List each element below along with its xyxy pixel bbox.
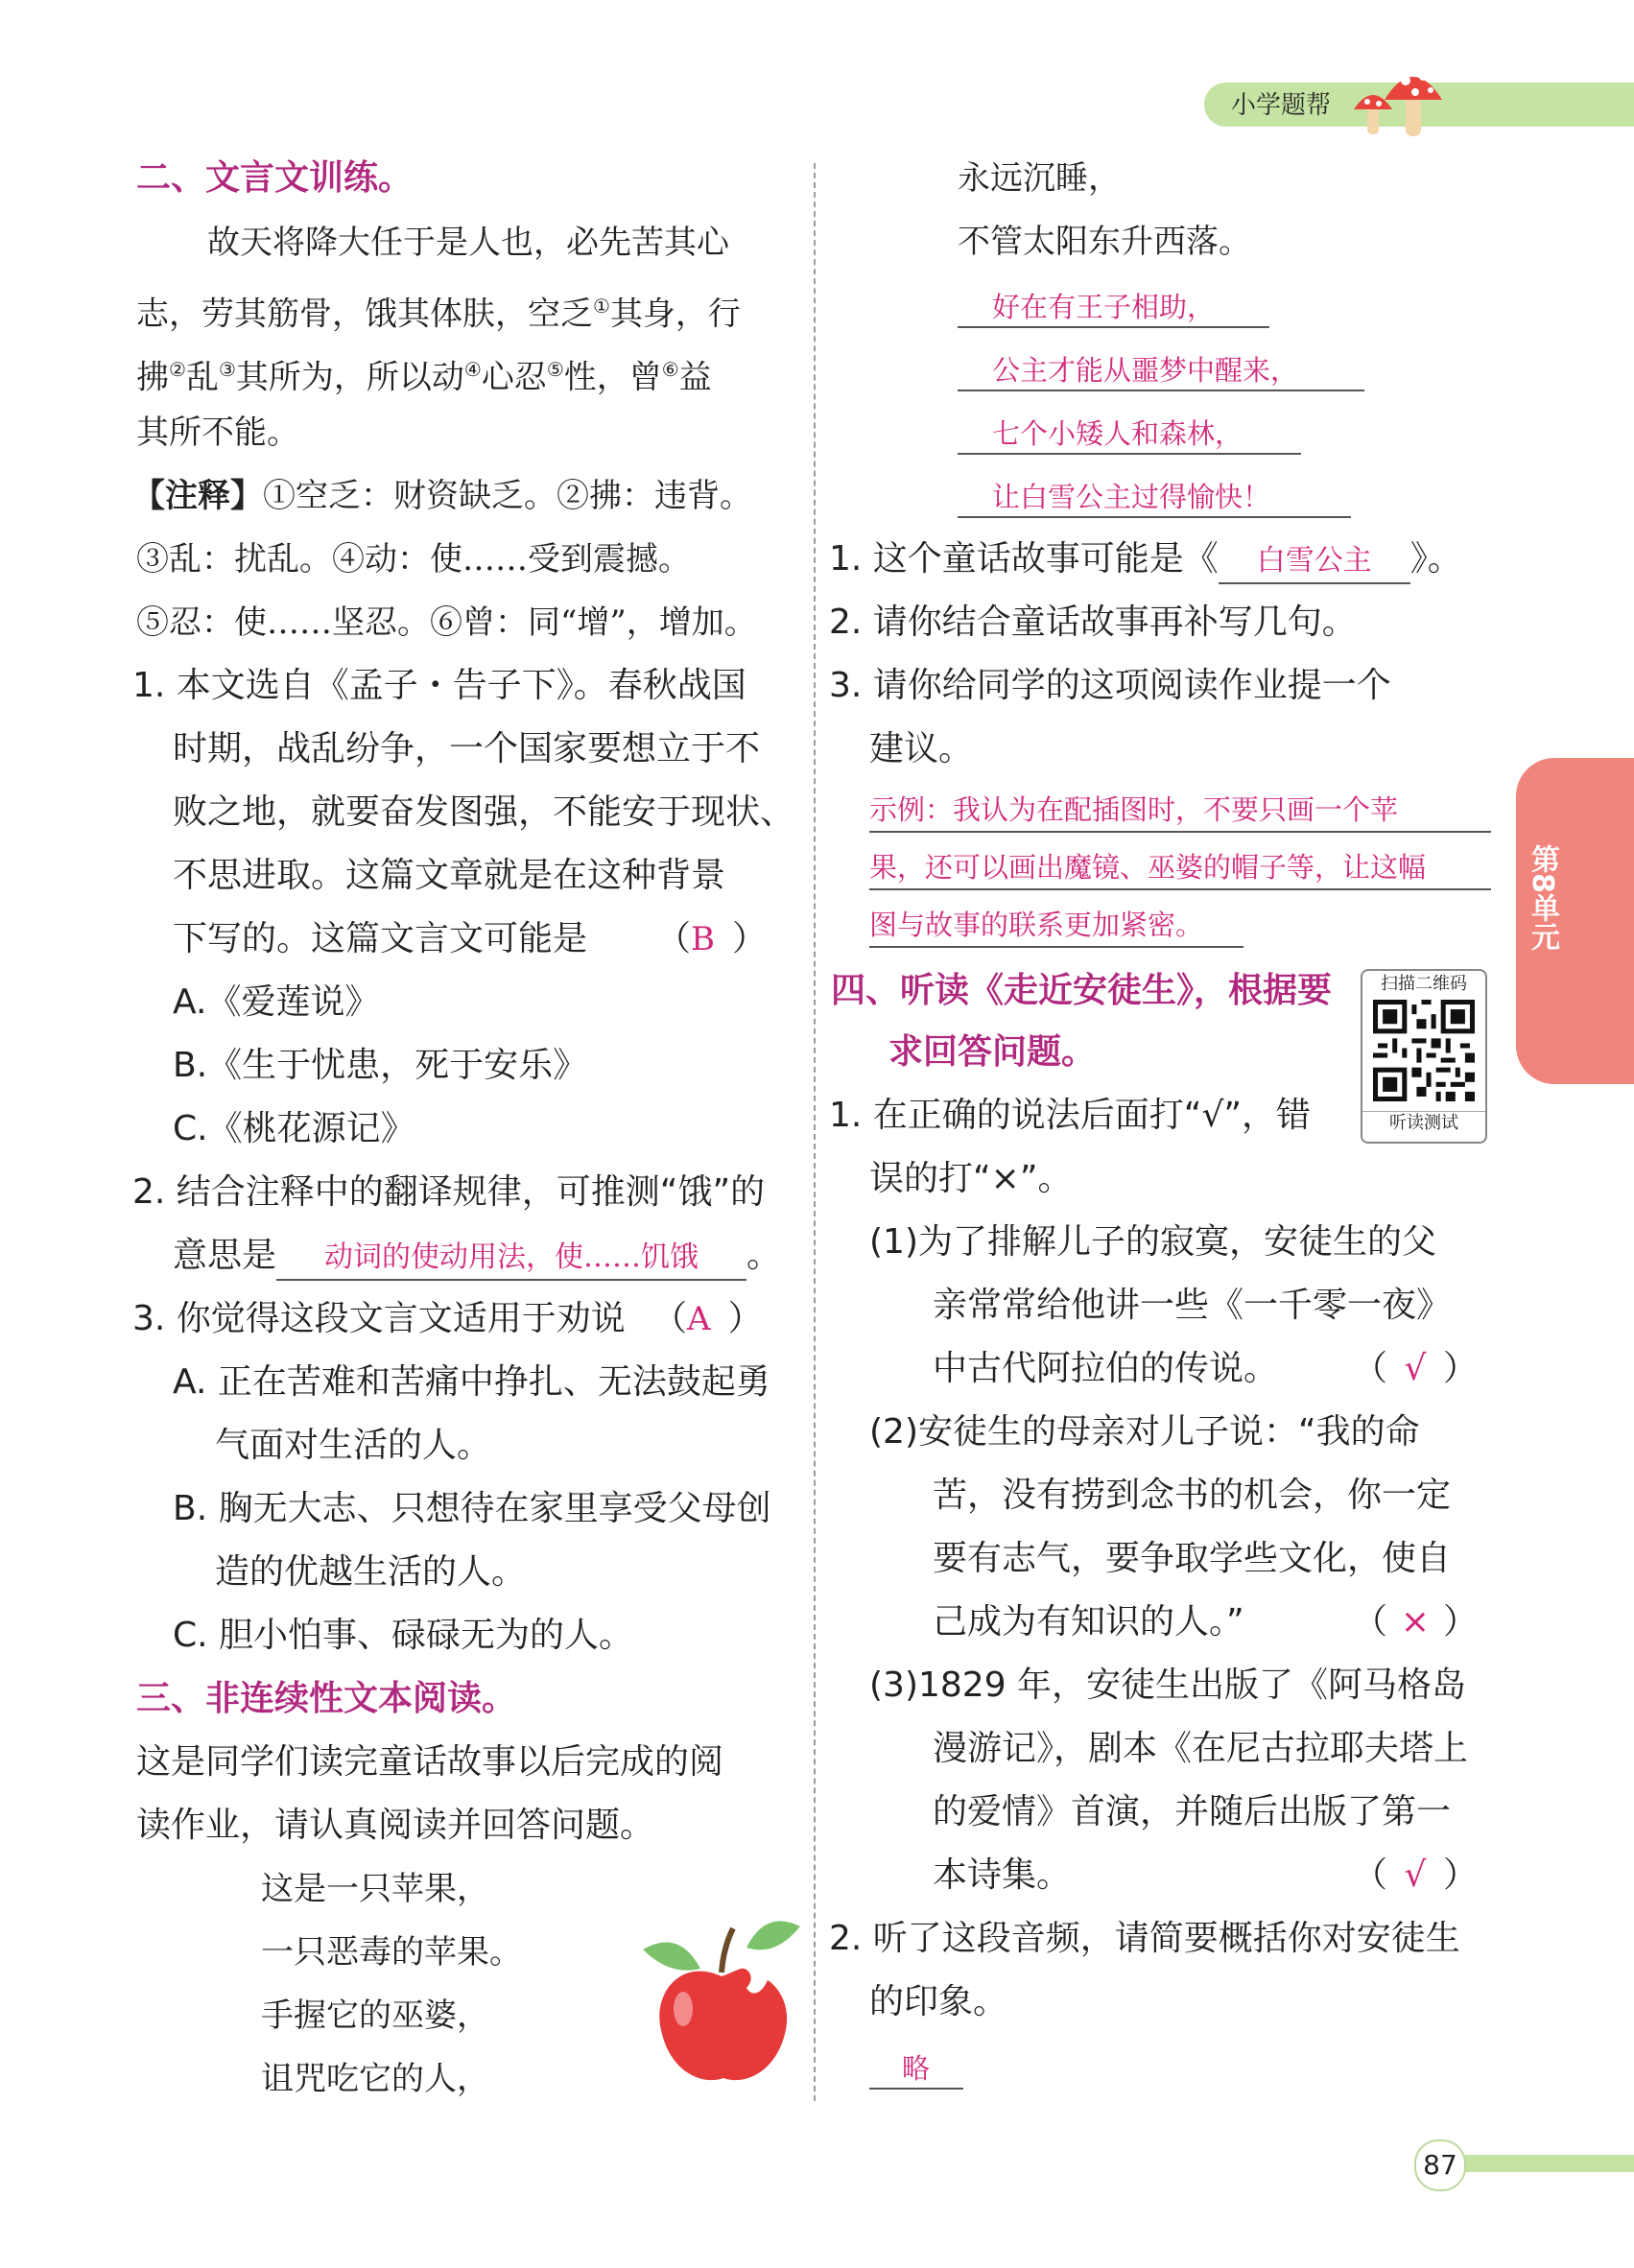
poem-answer-4: 让白雪公主过得愉快！ — [992, 481, 1271, 513]
q1-answer-paren: （B ） — [656, 919, 768, 958]
qr-label-bottom: 听读测试 — [1362, 1111, 1485, 1135]
passage-line-3: 拂②乱③其所为，所以动④心忍⑤性，曾⑥益 — [136, 358, 712, 397]
q1-line-1: 1. 本文选自《孟子・告子下》。春秋战国 — [132, 666, 746, 705]
q3-option-b-1: B. 胸无大志、只想待在家里享受父母创 — [173, 1489, 771, 1528]
poem-answer-3: 七个小矮人和森林， — [992, 417, 1243, 450]
page-number: 87 — [1423, 2149, 1457, 2181]
q3-answer-paren: （A ） — [652, 1299, 763, 1338]
s4-item-2-line-3: 要有志气，要争取学些文化，使自 — [933, 1539, 1452, 1578]
q1-line-2: 时期，战乱纷争，一个国家要想立于不 — [173, 729, 761, 768]
q1-option-a: A.《爱莲说》 — [173, 982, 380, 1022]
r-q3-line-2: 建议。 — [869, 729, 974, 768]
passage-line-2: 志，劳其筋骨，饿其体肤，空乏①其身，行 — [136, 295, 741, 334]
s4-item-2-line-1: (2)安徒生的母亲对儿子说：“我的命 — [869, 1412, 1420, 1452]
s4-item-1-line-3: 中古代阿拉伯的传说。 — [933, 1349, 1279, 1388]
s4-item-3-line-1: (3)1829 年，安徒生出版了《阿马格岛 — [869, 1666, 1467, 1705]
passage-line-4: 其所不能。 — [136, 413, 299, 452]
s4-item-3-line-4: 本诗集。 — [933, 1855, 1072, 1895]
answer-line — [869, 2088, 963, 2090]
r-q3-answer-2: 果，还可以画出魔镜、巫婆的帽子等，让这幅 — [869, 851, 1427, 884]
s4-item-1-mark: （ √ ） — [1353, 1337, 1478, 1401]
s4-q1-line-1: 1. 在正确的说法后面打“√”，错 — [829, 1096, 1312, 1135]
r-q1-answer: 白雪公主 — [1219, 540, 1410, 584]
section-3-intro-1: 这是同学们读完童话故事以后完成的阅 — [136, 1742, 724, 1782]
poem-line-2: 一只恶毒的苹果。 — [261, 1933, 522, 1972]
answer-line — [869, 831, 1491, 833]
answer-line — [958, 453, 1301, 455]
poem-line-3: 手握它的巫婆， — [261, 1996, 489, 2035]
notes-line-1: 【注释】①空乏：财资缺乏。②拂：违背。 — [132, 477, 752, 515]
poem-line-4: 诅咒吃它的人， — [261, 2060, 489, 2098]
q2-answer: 动词的使动用法，使……饥饿 — [276, 1237, 746, 1281]
q3-option-a-2: 气面对生活的人。 — [215, 1426, 492, 1465]
poem-line-1: 这是一只苹果， — [261, 1870, 489, 1908]
section-3-title: 三、非连续性文本阅读。 — [136, 1679, 517, 1718]
answer-line — [958, 516, 1351, 518]
q1-answer: B — [691, 920, 716, 958]
brand-label: 小学题帮 — [1231, 91, 1332, 120]
r-q3-line-1: 3. 请你给同学的这项阅读作业提一个 — [829, 666, 1391, 705]
poem-answer-1: 好在有王子相助， — [992, 291, 1216, 323]
passage-line-1: 故天将降大任于是人也，必先苦其心 — [207, 224, 729, 262]
poem-answer-2: 公主才能从噩梦中醒来， — [992, 354, 1299, 387]
q3-option-a-1: A. 正在苦难和苦痛中挣扎、无法鼓起勇 — [173, 1362, 770, 1402]
section-4-title-1: 四、听读《走近安徒生》，根据要 — [831, 971, 1333, 1010]
s4-item-3-mark: （ √ ） — [1353, 1844, 1478, 1907]
q1-option-b: B.《生于忧患，死于安乐》 — [173, 1046, 588, 1085]
section-3-intro-2: 读作业，请认真阅读并回答问题。 — [136, 1806, 655, 1845]
s4-q1-line-2: 误的打“×”。 — [869, 1159, 1073, 1198]
answer-line — [958, 390, 1364, 391]
qr-code-icon — [1373, 1000, 1475, 1101]
s4-q2-line-1: 2. 听了这段音频，请简要概括你对安徒生 — [829, 1919, 1460, 1958]
s4-q2-answer: 略 — [902, 2052, 931, 2085]
poem-line-5: 永远沉睡， — [958, 159, 1121, 198]
s4-item-1-line-1: (1)为了排解儿子的寂寞，安徒生的父 — [869, 1222, 1436, 1262]
unit-side-tab-label: 第8单元 — [1526, 844, 1559, 951]
answer-line — [958, 326, 1269, 328]
s4-q2-line-2: 的印象。 — [869, 1982, 1008, 2021]
q1-option-c: C.《桃花源记》 — [173, 1109, 415, 1148]
apple-icon — [641, 1909, 804, 2091]
q3-option-c: C. 胆小怕事、碌碌无为的人。 — [173, 1616, 634, 1655]
q2-line-1: 2. 结合注释中的翻译规律，可推测“饿”的 — [132, 1172, 766, 1212]
s4-item-3-line-3: 的爱情》首演，并随后出版了第一 — [933, 1792, 1452, 1831]
item-3-answer: √ — [1404, 1855, 1427, 1895]
qr-label-top: 扫描二维码 — [1381, 974, 1467, 994]
s4-item-2-line-2: 苦，没有捞到念书的机会，你一定 — [933, 1476, 1452, 1515]
footer-bar — [1449, 2155, 1634, 2172]
column-divider — [814, 163, 816, 2101]
q3-option-b-2: 造的优越生活的人。 — [215, 1552, 527, 1592]
qr-code-box[interactable] — [1361, 969, 1487, 1144]
section-2-title: 二、文言文训练。 — [136, 158, 414, 198]
q3-answer: A — [687, 1300, 711, 1338]
r-q1: 1. 这个童话故事可能是《 白雪公主 》。 — [829, 528, 1462, 591]
section-4-title-2: 求回答问题。 — [888, 1032, 1097, 1072]
q1-line-4: 不思进取。这篇文章就是在这种背景 — [173, 856, 726, 895]
r-q3-answer-1: 示例：我认为在配插图时，不要只画一个苹 — [869, 793, 1399, 826]
s4-item-2-mark: （ × ） — [1353, 1591, 1478, 1654]
poem-line-6: 不管太阳东升西落。 — [958, 223, 1251, 261]
q3-stem: 3. 你觉得这段文言文适用于劝说 — [132, 1299, 626, 1338]
answer-line — [869, 946, 1243, 948]
q1-line-3: 败之地，就要奋发图强，不能安于现状、 — [173, 792, 795, 832]
answer-line — [869, 888, 1491, 890]
r-q3-answer-3: 图与故事的联系更加紧密。 — [869, 909, 1204, 941]
notes-line-3: ⑤忍：使……坚忍。⑥曾：同“增”，增加。 — [136, 603, 757, 642]
notes-line-2: ③乱：扰乱。④动：使……受到震撼。 — [136, 540, 691, 579]
s4-item-3-line-2: 漫游记》，剧本《在尼古拉耶夫塔上 — [933, 1729, 1469, 1768]
item-1-answer: √ — [1404, 1349, 1427, 1388]
q1-line-5: 下写的。这篇文言文可能是 — [173, 919, 588, 958]
mushroom-icon — [1348, 56, 1454, 144]
s4-item-2-line-4: 己成为有知识的人。” — [933, 1602, 1244, 1642]
q2-line-2: 意思是 动词的使动用法，使……饥饿 。 — [173, 1224, 781, 1288]
r-q2: 2. 请你结合童话故事再补写几句。 — [829, 602, 1357, 642]
s4-item-1-line-2: 亲常常给他讲一些《一千零一夜》 — [933, 1286, 1452, 1325]
item-2-answer: × — [1400, 1602, 1431, 1642]
